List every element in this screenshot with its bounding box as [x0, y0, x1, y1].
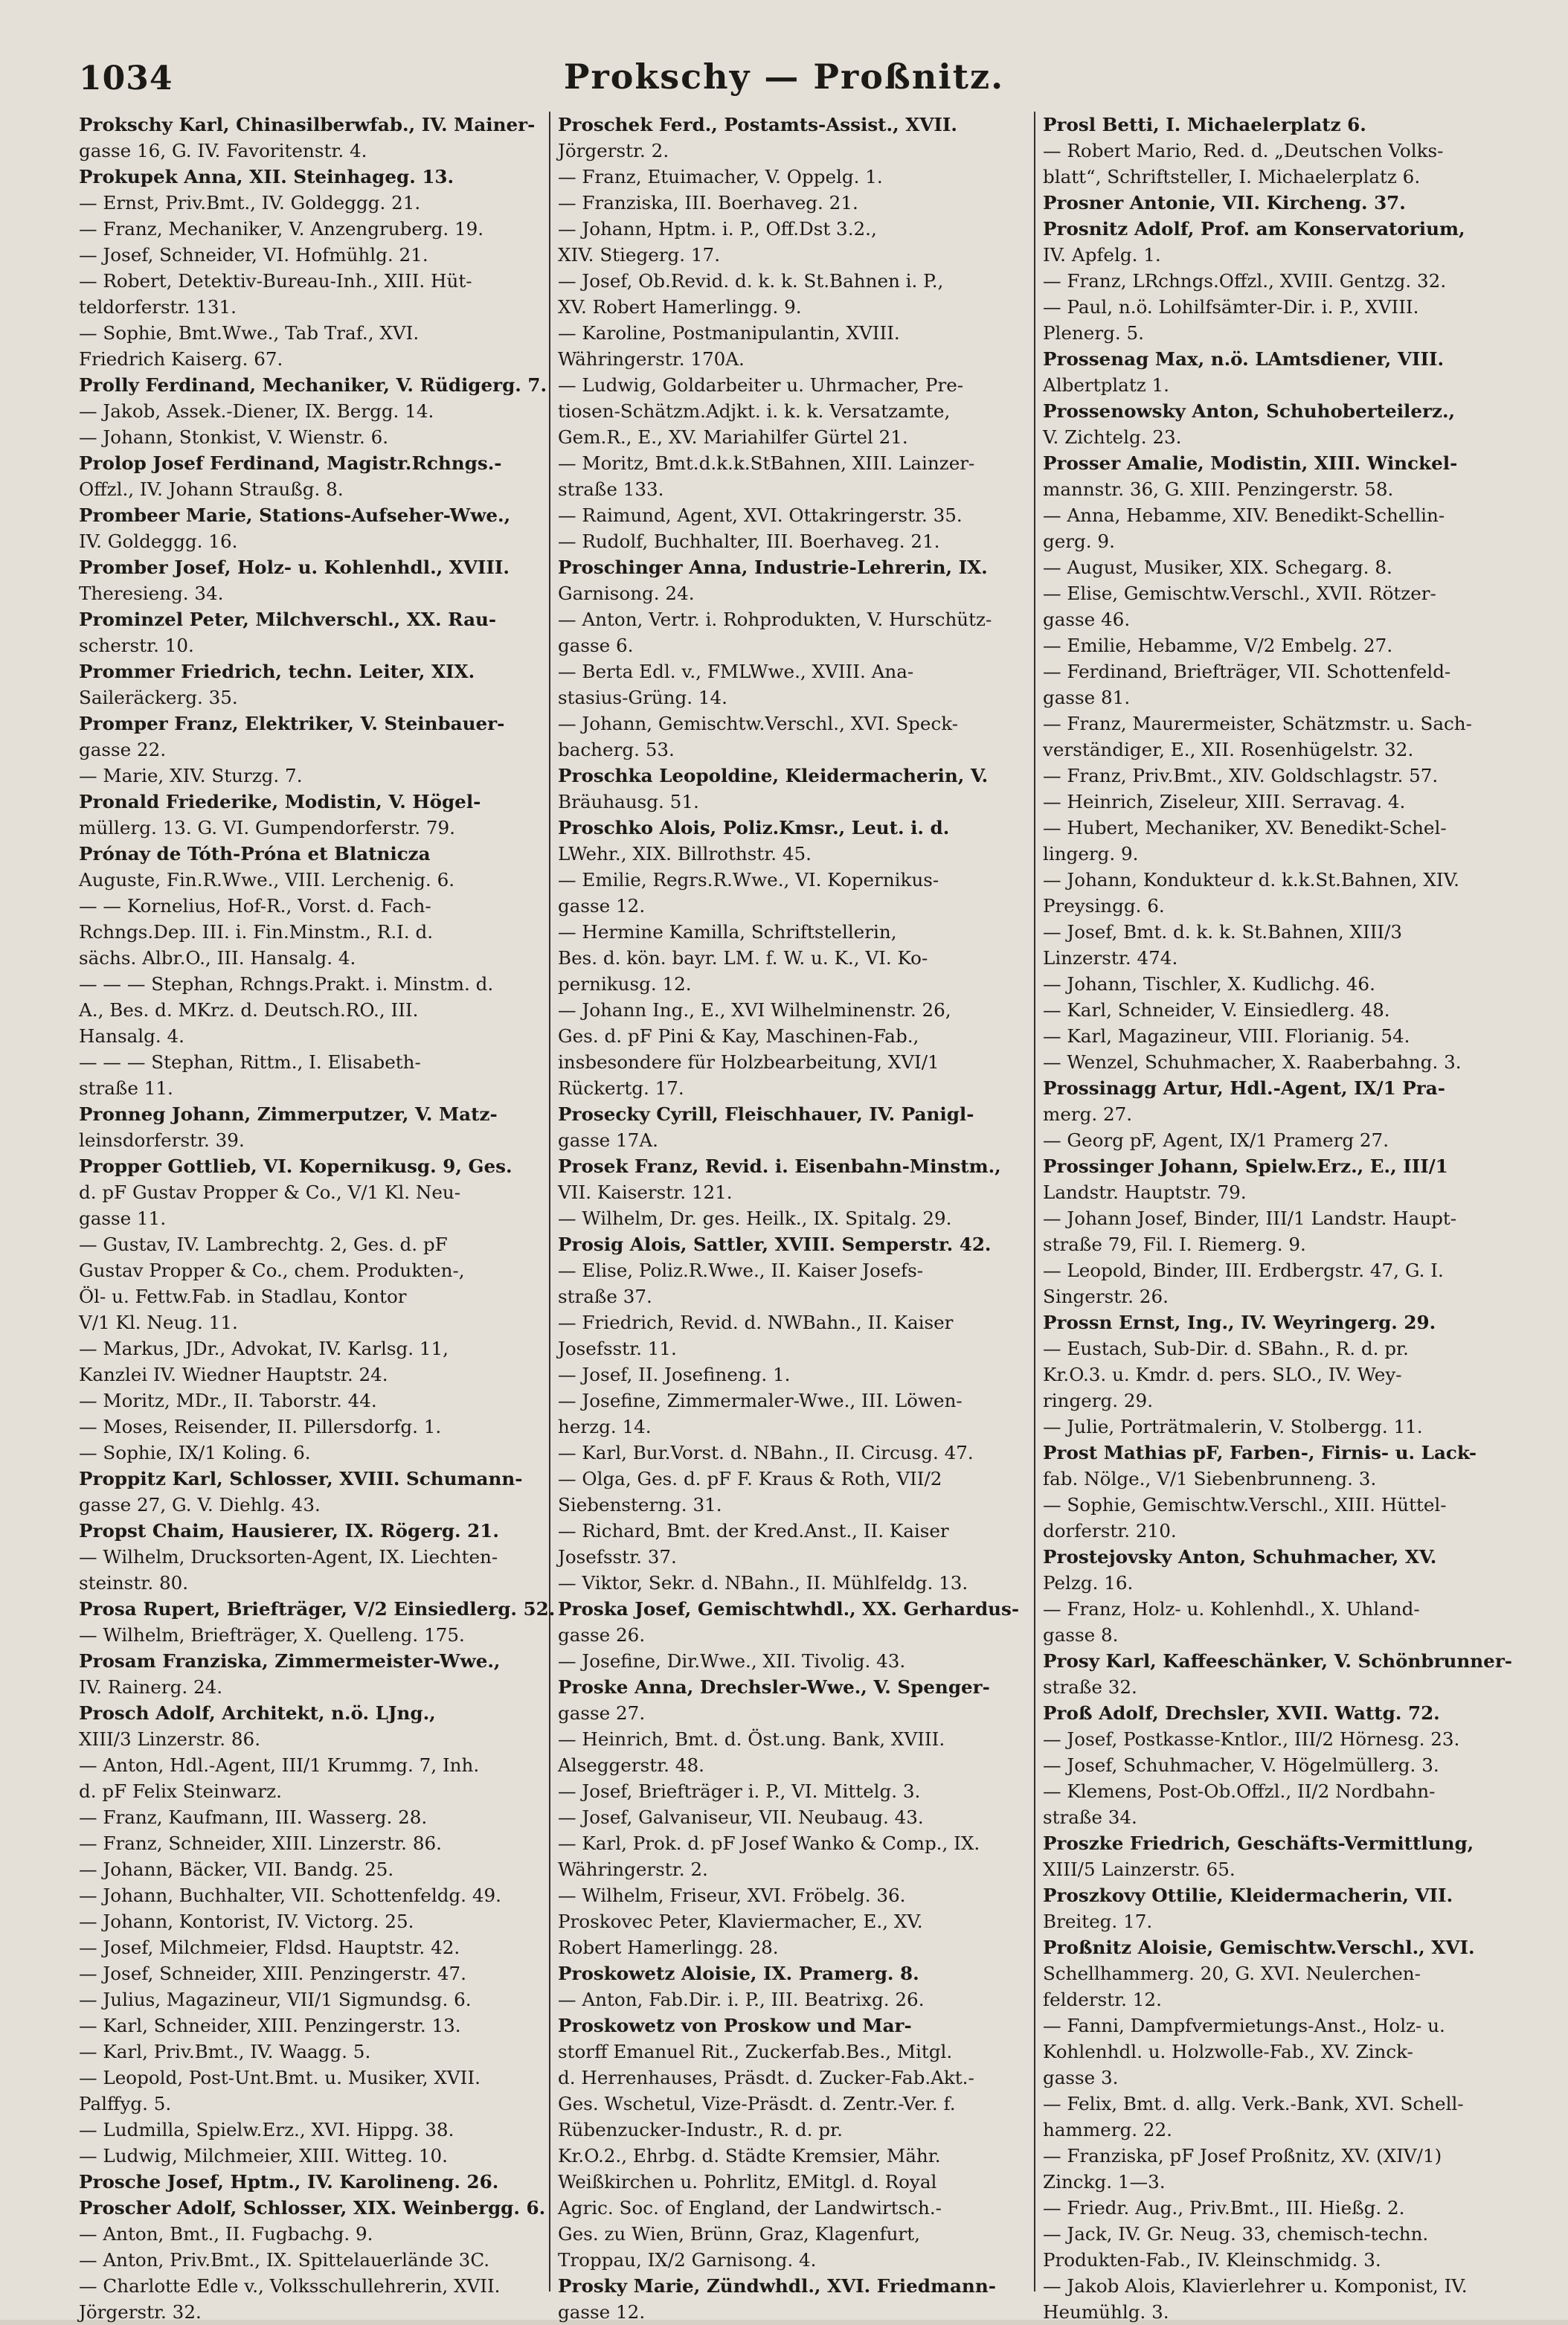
entry-line: — Heinrich, Bmt. d. Öst.ung. Bank, XVIII. — [558, 1728, 945, 1750]
entry-line: — Josef, Briefträger i. P., VI. Mittelg. 3. — [558, 1780, 921, 1802]
entry-line: Bes. d. kön. bayr. LM. f. W. u. K., VI. Ko- — [558, 947, 928, 969]
entry-line: Plenerg. 5. — [1043, 322, 1144, 344]
entry-line: — Moses, Reisender, II. Pillersdorfg. 1. — [79, 1416, 442, 1437]
entry-heading-line: Prónay de Tóth-Próna et Blatnicza — [79, 843, 431, 865]
entry-heading-line: Prossinger Johann, Spielw.Erz., E., III/1 — [1043, 1155, 1448, 1177]
entry-heading-line: Proschek Ferd., Postamts-Assist., XVII. — [558, 114, 957, 135]
entry-line: — Olga, Ges. d. pF F. Kraus & Roth, VII/2 — [558, 1468, 942, 1489]
entry-heading-line: Proszke Friedrich, Geschäfts-Vermittlung, — [1043, 1832, 1474, 1854]
entry-line: steinstr. 80. — [79, 1572, 189, 1594]
entry-heading-line: Prosser Amalie, Modistin, XIII. Winckel- — [1043, 452, 1458, 474]
entry-line: — Franziska, pF Josef Proßnitz, XV. (XIV/1) — [1043, 2145, 1442, 2167]
entry-line: LWehr., XIX. Billrothstr. 45. — [558, 843, 812, 865]
entry-heading-line: Prokschy Karl, Chinasilberwfab., IV. Mainer- — [79, 114, 536, 135]
entry-line: — Ludwig, Goldarbeiter u. Uhrmacher, Pre- — [558, 374, 964, 396]
entry-line: straße 32. — [1043, 1676, 1137, 1698]
entry-line: Agric. Soc. of England, der Landwirtsch.- — [558, 2197, 942, 2219]
entry-line: Bräuhausg. 51. — [558, 791, 699, 812]
entry-line: Kr.O.3. u. Kmdr. d. pers. SLO., IV. Wey- — [1043, 1364, 1402, 1385]
entry-line: — Ludwig, Milchmeier, XIII. Witteg. 10. — [79, 2145, 448, 2167]
entry-line: — Wilhelm, Drucksorten-Agent, IX. Liechten- — [79, 1546, 498, 1568]
entry-line: — Anton, Hdl.-Agent, III/1 Krummg. 7, Inh. — [79, 1754, 480, 1776]
entry-line: — — Kornelius, Hof-R., Vorst. d. Fach- — [79, 895, 431, 917]
entry-line: d. Herrenhauses, Präsdt. d. Zucker-Fab.Akt.- — [558, 2067, 974, 2088]
entry-line: — Josef, Postkasse-Kntlor., III/2 Hörnesg. 23. — [1043, 1728, 1460, 1750]
entry-heading-line: Propper Gottlieb, VI. Kopernikusg. 9, Ges. — [79, 1155, 513, 1177]
entry-line: — Leopold, Binder, III. Erdbergstr. 47, G. I. — [1043, 1260, 1444, 1281]
entry-line: — Robert Mario, Red. d. „Deutschen Volks- — [1043, 140, 1444, 161]
entry-line: — Josef, Schneider, XIII. Penzingerstr. 47. — [79, 1963, 466, 1984]
entry-line: straße 34. — [1043, 1806, 1137, 1828]
entry-line: — Franz, Schneider, XIII. Linzerstr. 86. — [79, 1832, 442, 1854]
entry-line: Rückertg. 17. — [558, 1077, 684, 1099]
entry-line: — Johann, Bäcker, VII. Bandg. 25. — [79, 1859, 394, 1880]
entry-heading-line: Prosch Adolf, Architekt, n.ö. LJng., — [79, 1702, 436, 1724]
entry-heading-line: Prost Mathias pF, Farben-, Firnis- u. Lack- — [1043, 1442, 1477, 1463]
entry-line: — Johann, Stonkist, V. Wienstr. 6. — [79, 426, 389, 448]
entry-heading-line: Propst Chaim, Hausierer, IX. Rögerg. 21. — [79, 1520, 499, 1542]
entry-line: — Franz, Holz- u. Kohlenhdl., X. Uhland- — [1043, 1598, 1420, 1620]
entry-line: Ges. zu Wien, Brünn, Graz, Klagenfurt, — [558, 2223, 920, 2245]
entry-heading-line: Proskowetz Aloisie, IX. Pramerg. 8. — [558, 1963, 919, 1984]
entry-line: — Franz, Mechaniker, V. Anzengruberg. 19. — [79, 218, 484, 240]
entry-line: V/1 Kl. Neug. 11. — [79, 1312, 238, 1333]
entry-line: — Karl, Schneider, XIII. Penzingerstr. 13. — [79, 2015, 461, 2036]
entry-line: müllerg. 13. G. VI. Gumpendorferstr. 79. — [79, 817, 455, 838]
entry-line: — August, Musiker, XIX. Schegarg. 8. — [1043, 557, 1392, 578]
entry-line: gasse 17A. — [558, 1129, 658, 1151]
entry-line: Schellhammerg. 20, G. XVI. Neulerchen- — [1043, 1963, 1421, 1984]
entry-line: IV. Apfelg. 1. — [1043, 244, 1161, 266]
entry-line: Friedrich Kaiserg. 67. — [79, 348, 283, 370]
column-middle — [549, 112, 1034, 2323]
entry-heading-line: Prossenowsky Anton, Schuhoberteilerz., — [1043, 400, 1456, 422]
entry-line: gasse 3. — [1043, 2067, 1119, 2088]
entry-line: — Karl, Prok. d. pF Josef Wanko & Comp., IX. — [558, 1832, 980, 1854]
entry-line: Kohlenhdl. u. Holzwolle-Fab., XV. Zinck- — [1043, 2041, 1413, 2062]
entry-line: bacherg. 53. — [558, 739, 675, 760]
entry-heading-line: Prommer Friedrich, techn. Leiter, XIX. — [79, 661, 475, 682]
entry-line: gasse 11. — [79, 1208, 167, 1229]
entry-line: Rübenzucker-Industr., R. d. pr. — [558, 2119, 843, 2140]
entry-line: — Anna, Hebamme, XIV. Benedikt-Schellin- — [1043, 504, 1445, 526]
entry-heading-line: Prossenag Max, n.ö. LAmtsdiener, VIII. — [1043, 348, 1445, 370]
entry-line: — Ferdinand, Briefträger, VII. Schottenfeld- — [1043, 661, 1451, 682]
entry-line: d. pF Felix Steinwarz. — [79, 1780, 282, 1802]
entry-line: Kanzlei IV. Wiedner Hauptstr. 24. — [79, 1364, 388, 1385]
entry-line: Palffyg. 5. — [79, 2093, 172, 2114]
entry-line: sächs. Albr.O., III. Hansalg. 4. — [79, 947, 356, 969]
entry-line: — Eustach, Sub-Dir. d. SBahn., R. d. pr. — [1043, 1338, 1409, 1359]
entry-line: — Elise, Gemischtw.Verschl., XVII. Rötzer- — [1043, 583, 1436, 604]
entry-line: — Josef, Bmt. d. k. k. St.Bahnen, XIII/3 — [1043, 921, 1403, 943]
entry-line: Ges. Wschetul, Vize-Präsdt. d. Zentr.-Ver. f. — [558, 2093, 956, 2114]
entry-line: — Franziska, III. Boerhaveg. 21. — [558, 192, 858, 214]
entry-line: — Johann Ing., E., XVI Wilhelminenstr. 26, — [558, 999, 951, 1021]
entry-line: gasse 22. — [79, 739, 167, 760]
entry-line: — — — Stephan, Rchngs.Prakt. i. Minstm. d. — [79, 973, 494, 995]
entry-heading-line: Proßnitz Aloisie, Gemischtw.Verschl., XVI. — [1043, 1937, 1475, 1958]
entry-line: — Emilie, Regrs.R.Wwe., VI. Kopernikus- — [558, 869, 939, 891]
entry-heading-line: Proske Anna, Drechsler-Wwe., V. Spenger- — [558, 1676, 990, 1698]
running-head: Prokschy — Proßnitz. — [563, 57, 1005, 97]
entry-line: Jörgerstr. 32. — [79, 2301, 202, 2323]
entry-line: — Gustav, IV. Lambrechtg. 2, Ges. d. pF — [79, 1234, 448, 1255]
entry-line: — Jakob, Assek.-Diener, IX. Bergg. 14. — [79, 400, 434, 422]
entry-heading-line: Prosl Betti, I. Michaelerplatz 6. — [1043, 114, 1366, 135]
entry-heading-line: Prosig Alois, Sattler, XVIII. Semperstr. 42. — [558, 1234, 992, 1255]
entry-heading-line: Prosa Rupert, Briefträger, V/2 Einsiedlerg. 52. — [79, 1598, 556, 1620]
entry-line: — Hermine Kamilla, Schriftstellerin, — [558, 921, 897, 943]
entry-line: — Johann, Kontorist, IV. Victorg. 25. — [79, 1911, 414, 1932]
entry-line: Landstr. Hauptstr. 79. — [1043, 1181, 1247, 1203]
entry-line: — Franz, Etuimacher, V. Oppelg. 1. — [558, 166, 883, 187]
entry-line: straße 11. — [79, 1077, 173, 1099]
entry-line: — Paul, n.ö. Lohilfsämter-Dir. i. P., XVIII. — [1043, 296, 1419, 318]
entry-line: — Heinrich, Ziseleur, XIII. Serravag. 4. — [1043, 791, 1406, 812]
entry-line: — Ludmilla, Spielw.Erz., XVI. Hippg. 38. — [79, 2119, 454, 2140]
entry-line: gasse 8. — [1043, 1624, 1119, 1646]
entry-line: Kr.O.2., Ehrbg. d. Städte Kremsier, Mähr. — [558, 2145, 941, 2167]
entry-line: Saileräckerg. 35. — [79, 687, 238, 708]
entry-line: tiosen-Schätzm.Adjkt. i. k. k. Versatzamte, — [558, 400, 951, 422]
entry-line: Josefsstr. 37. — [558, 1546, 677, 1568]
entry-heading-line: Pronald Friederike, Modistin, V. Högel- — [79, 791, 481, 812]
entry-line: VII. Kaiserstr. 121. — [558, 1181, 733, 1203]
entry-line: Auguste, Fin.R.Wwe., VIII. Lerchenig. 6. — [79, 869, 455, 891]
entry-line: insbesondere für Holzbearbeitung, XVI/1 — [558, 1051, 939, 1073]
entry-heading-line: Proschko Alois, Poliz.Kmsr., Leut. i. d. — [558, 817, 950, 838]
entry-line: — Emilie, Hebamme, V/2 Embelg. 27. — [1043, 635, 1393, 656]
entry-line: straße 37. — [558, 1286, 652, 1307]
entry-line: verständiger, E., XII. Rosenhügelstr. 32. — [1043, 739, 1414, 760]
entry-heading-line: Proska Josef, Gemischtwhdl., XX. Gerhardus- — [558, 1598, 1020, 1620]
entry-line: IV. Goldeggg. 16. — [79, 530, 238, 552]
entry-heading-line: Prosky Marie, Zündwhdl., XVI. Friedmann- — [558, 2275, 996, 2297]
entry-line: — Raimund, Agent, XVI. Ottakringerstr. 35. — [558, 504, 963, 526]
entry-line: — Johann, Buchhalter, VII. Schottenfeldg. 49. — [79, 1885, 501, 1906]
entry-line: — Klemens, Post-Ob.Offzl., II/2 Nordbahn- — [1043, 1780, 1436, 1802]
entry-line: — Julie, Porträtmalerin, V. Stolbergg. 11. — [1043, 1416, 1423, 1437]
entry-line: — Jack, IV. Gr. Neug. 33, chemisch-techn. — [1043, 2223, 1429, 2245]
entry-line: gasse 12. — [558, 2301, 646, 2323]
entry-line: ringerg. 29. — [1043, 1390, 1154, 1411]
entry-line: — Johann, Kondukteur d. k.k.St.Bahnen, XIV. — [1043, 869, 1459, 891]
entry-line: herzg. 14. — [558, 1416, 652, 1437]
entry-heading-line: Prosche Josef, Hptm., IV. Karolineng. 26. — [79, 2171, 499, 2193]
entry-line: — Friedr. Aug., Priv.Bmt., III. Hießg. 2. — [1043, 2197, 1405, 2219]
entry-line: — Anton, Priv.Bmt., IX. Spittelauerlände 3C. — [79, 2249, 490, 2271]
entry-heading-line: Proscher Adolf, Schlosser, XIX. Weinbergg. 6. — [79, 2197, 546, 2219]
entry-line: Troppau, IX/2 Garnisong. 4. — [558, 2249, 817, 2271]
entry-heading-line: Proschka Leopoldine, Kleidermacherin, V. — [558, 765, 989, 786]
entry-line: — Viktor, Sekr. d. NBahn., II. Mühlfeldg. 13. — [558, 1572, 968, 1594]
entry-heading-line: Proskowetz von Proskow und Mar- — [558, 2015, 912, 2036]
entry-line: — Anton, Fab.Dir. i. P., III. Beatrixg. 26. — [558, 1989, 925, 2010]
entry-line: — Karl, Priv.Bmt., IV. Waagg. 5. — [79, 2041, 371, 2062]
entry-line: Robert Hamerlingg. 28. — [558, 1937, 779, 1958]
entry-line: — Sophie, Bmt.Wwe., Tab Traf., XVI. — [79, 322, 420, 344]
entry-line: IV. Rainerg. 24. — [79, 1676, 223, 1698]
entry-line: — Wilhelm, Friseur, XVI. Fröbelg. 36. — [558, 1885, 906, 1906]
entry-heading-line: Prombeer Marie, Stations-Aufseher-Wwe., — [79, 504, 511, 526]
entry-line: — Marie, XIV. Sturzg. 7. — [79, 765, 303, 786]
entry-line: — Leopold, Post-Unt.Bmt. u. Musiker, XVII. — [79, 2067, 481, 2088]
entry-line: — Robert, Detektiv-Bureau-Inh., XIII. Hüt- — [79, 270, 472, 292]
entry-line: — — — Stephan, Rittm., I. Elisabeth- — [79, 1051, 421, 1073]
entry-line: Proskovec Peter, Klaviermacher, E., XV. — [558, 1911, 923, 1932]
entry-line: felderstr. 12. — [1043, 1989, 1162, 2010]
entry-line: — Wilhelm, Briefträger, X. Quelleng. 175. — [79, 1624, 465, 1646]
entry-line: Theresieng. 34. — [79, 583, 224, 604]
entry-line: Offzl., IV. Johann Straußg. 8. — [79, 478, 344, 500]
entry-line: — Josef, Schuhmacher, V. Högelmüllerg. 3. — [1043, 1754, 1439, 1776]
entry-line: straße 133. — [558, 478, 664, 500]
entry-line: — Moritz, Bmt.d.k.k.StBahnen, XIII. Lainzer- — [558, 452, 975, 474]
entry-line: — Georg pF, Agent, IX/1 Pramerg 27. — [1043, 1129, 1389, 1151]
entry-line: Siebensterng. 31. — [558, 1494, 722, 1516]
entry-line: gasse 27. — [558, 1702, 646, 1724]
entry-line: leinsdorferstr. 39. — [79, 1129, 245, 1151]
entry-line: — Josef, Milchmeier, Fldsd. Hauptstr. 42. — [79, 1937, 460, 1958]
entry-heading-line: Prokupek Anna, XII. Steinhageg. 13. — [79, 166, 454, 187]
entry-line: dorferstr. 210. — [1043, 1520, 1177, 1542]
entry-line: — Josefine, Dir.Wwe., XII. Tivolig. 43. — [558, 1650, 906, 1672]
entry-line: scherstr. 10. — [79, 635, 194, 656]
entry-line: Gustav Propper & Co., chem. Produkten-, — [79, 1260, 465, 1281]
entry-line: — Wilhelm, Dr. ges. Heilk., IX. Spitalg. 29. — [558, 1208, 952, 1229]
entry-line: merg. 27. — [1043, 1103, 1133, 1125]
entry-line: — Johann, Gemischtw.Verschl., XVI. Speck- — [558, 713, 959, 734]
entry-line: — Josef, Galvaniseur, VII. Neubaug. 43. — [558, 1806, 924, 1828]
entry-line: — Karoline, Postmanipulantin, XVIII. — [558, 322, 900, 344]
entry-line: gasse 81. — [1043, 687, 1131, 708]
entry-heading-line: Prolop Josef Ferdinand, Magistr.Rchngs.- — [79, 452, 502, 474]
entry-line: gasse 27, G. V. Diehlg. 43. — [79, 1494, 321, 1516]
column-left — [71, 112, 556, 2323]
entry-line: Produkten-Fab., IV. Kleinschmidg. 3. — [1043, 2249, 1381, 2271]
entry-heading-line: Prominzel Peter, Milchverschl., XX. Rau- — [79, 609, 497, 630]
entry-heading-line: Prosner Antonie, VII. Kircheng. 37. — [1043, 192, 1406, 214]
entry-line: — Anton, Vertr. i. Rohprodukten, V. Hurschütz- — [558, 609, 992, 630]
entry-line: straße 79, Fil. I. Riemerg. 9. — [1043, 1234, 1306, 1255]
entry-line: stasius-Grüng. 14. — [558, 687, 727, 708]
entry-line: gasse 26. — [558, 1624, 646, 1646]
entry-line: storff Emanuel Rit., Zuckerfab.Bes., Mitgl. — [558, 2041, 953, 2062]
entry-heading-line: Proppitz Karl, Schlosser, XVIII. Schumann- — [79, 1468, 523, 1489]
entry-line: gerg. 9. — [1043, 530, 1115, 552]
entry-line: — Ernst, Priv.Bmt., IV. Goldeggg. 21. — [79, 192, 421, 214]
entry-line: Ges. d. pF Pini & Kay, Maschinen-Fab., — [558, 1025, 919, 1047]
entry-line: hammerg. 22. — [1043, 2119, 1172, 2140]
entry-heading-line: Prolly Ferdinand, Mechaniker, V. Rüdigerg. 7. — [79, 374, 547, 396]
entry-line: — Josef, II. Josefineng. 1. — [558, 1364, 791, 1385]
entry-line: — Josef, Ob.Revid. d. k. k. St.Bahnen i. P., — [558, 270, 944, 292]
entry-line: — Rudolf, Buchhalter, III. Boerhaveg. 21. — [558, 530, 940, 552]
entry-line: — Franz, Kaufmann, III. Wasserg. 28. — [79, 1806, 428, 1828]
entry-line: — Fanni, Dampfvermietungs-Anst., Holz- u. — [1043, 2015, 1445, 2036]
entry-line: — Karl, Magazineur, VIII. Florianig. 54. — [1043, 1025, 1410, 1047]
entry-line: pernikusg. 12. — [558, 973, 692, 995]
entry-line: gasse 6. — [558, 635, 634, 656]
entry-heading-line: Proschinger Anna, Industrie-Lehrerin, IX. — [558, 557, 988, 578]
entry-line: XIII/5 Lainzerstr. 65. — [1043, 1859, 1236, 1880]
entry-line: A., Bes. d. MKrz. d. Deutsch.RO., III. — [79, 999, 419, 1021]
entry-line: Garnisong. 24. — [558, 583, 695, 604]
entry-line: Alseggerstr. 48. — [558, 1754, 704, 1776]
entry-line: — Elise, Poliz.R.Wwe., II. Kaiser Josefs- — [558, 1260, 924, 1281]
entry-line: — Karl, Bur.Vorst. d. NBahn., II. Circusg. 47. — [558, 1442, 974, 1463]
entry-line: Heumühlg. 3. — [1043, 2301, 1169, 2323]
column-right — [1034, 112, 1516, 2323]
entry-heading-line: Prosnitz Adolf, Prof. am Konservatorium, — [1043, 218, 1465, 240]
entry-line: Öl- u. Fettw.Fab. in Stadlau, Kontor — [79, 1286, 407, 1307]
entry-columns — [71, 112, 1516, 2323]
entry-line: XIII/3 Linzerstr. 86. — [79, 1728, 261, 1750]
entry-line: — Jakob Alois, Klavierlehrer u. Komponist, IV. — [1043, 2275, 1468, 2297]
entry-line: — Felix, Bmt. d. allg. Verk.-Bank, XVI. Schell- — [1043, 2093, 1464, 2114]
entry-line: — Anton, Bmt., II. Fugbachg. 9. — [79, 2223, 373, 2245]
entry-heading-line: Prosek Franz, Revid. i. Eisenbahn-Minstm., — [558, 1155, 1001, 1177]
entry-line: — Wenzel, Schuhmacher, X. Raaberbahng. 3. — [1043, 1051, 1462, 1073]
entry-line: gasse 46. — [1043, 609, 1131, 630]
entry-heading-line: Prossinagg Artur, Hdl.-Agent, IX/1 Pra- — [1043, 1077, 1445, 1099]
entry-line: lingerg. 9. — [1043, 843, 1139, 865]
entry-line: d. pF Gustav Propper & Co., V/1 Kl. Neu- — [79, 1181, 461, 1203]
entry-line: gasse 16, G. IV. Favoritenstr. 4. — [79, 140, 367, 161]
entry-line: — Josefine, Zimmermaler-Wwe., III. Löwen- — [558, 1390, 963, 1411]
entry-heading-line: Prossn Ernst, Ing., IV. Weyringerg. 29. — [1043, 1312, 1436, 1333]
entry-heading-line: Promber Josef, Holz- u. Kohlenhdl., XVIII. — [79, 557, 510, 578]
entry-line: teldorferstr. 131. — [79, 296, 237, 318]
entry-line: — Friedrich, Revid. d. NWBahn., II. Kaiser — [558, 1312, 954, 1333]
entry-line: Pelzg. 16. — [1043, 1572, 1134, 1594]
entry-line: — Hubert, Mechaniker, XV. Benedikt-Schel- — [1043, 817, 1447, 838]
entry-line: Währingerstr. 2. — [558, 1859, 708, 1880]
entry-line: — Karl, Schneider, V. Einsiedlerg. 48. — [1043, 999, 1390, 1021]
entry-line: Hansalg. 4. — [79, 1025, 184, 1047]
entry-heading-line: Proß Adolf, Drechsler, XVII. Wattg. 72. — [1043, 1702, 1440, 1724]
entry-line: — Johann, Hptm. i. P., Off.Dst 3.2., — [558, 218, 877, 240]
entry-line: — Markus, JDr., Advokat, IV. Karlsg. 11, — [79, 1338, 449, 1359]
entry-heading-line: Prosam Franziska, Zimmermeister-Wwe., — [79, 1650, 501, 1672]
entry-line: — Richard, Bmt. der Kred.Anst., II. Kaiser — [558, 1520, 949, 1542]
entry-line: — Johann, Tischler, X. Kudlichg. 46. — [1043, 973, 1375, 995]
entry-line: Jörgerstr. 2. — [558, 140, 669, 161]
entry-line: — Josef, Schneider, VI. Hofmühlg. 21. — [79, 244, 428, 266]
entry-line: gasse 12. — [558, 895, 646, 917]
entry-line: Rchngs.Dep. III. i. Fin.Minstm., R.I. d. — [79, 921, 434, 943]
entry-line: — Moritz, MDr., II. Taborstr. 44. — [79, 1390, 377, 1411]
entry-line: Währingerstr. 170A. — [558, 348, 745, 370]
entry-line: — Julius, Magazineur, VII/1 Sigmundsg. 6. — [79, 1989, 472, 2010]
entry-line: — Sophie, Gemischtw.Verschl., XIII. Hüttel- — [1043, 1494, 1447, 1516]
entry-line: — Franz, Maurermeister, Schätzmstr. u. Sach- — [1043, 713, 1472, 734]
entry-heading-line: Proszkovy Ottilie, Kleidermacherin, VII. — [1043, 1885, 1453, 1906]
entry-line: — Berta Edl. v., FMLWwe., XVIII. Ana- — [558, 661, 914, 682]
page-number: 1034 — [79, 60, 173, 97]
entry-heading-line: Prosy Karl, Kaffeeschänker, V. Schönbrunner- — [1043, 1650, 1512, 1672]
entry-line: Singerstr. 26. — [1043, 1286, 1169, 1307]
entry-line: — Franz, LRchngs.Offzl., XVIII. Gentzg. 32. — [1043, 270, 1447, 292]
entry-line: mannstr. 36, G. XIII. Penzingerstr. 58. — [1043, 478, 1394, 500]
entry-line: — Johann Josef, Binder, III/1 Landstr. Haupt- — [1043, 1208, 1457, 1229]
entry-line: XIV. Stiegerg. 17. — [558, 244, 721, 266]
entry-line: XV. Robert Hamerlingg. 9. — [558, 296, 802, 318]
entry-line: blatt“, Schriftsteller, I. Michaelerplatz 6. — [1043, 166, 1421, 187]
entry-line: Weißkirchen u. Pohrlitz, EMitgl. d. Royal — [558, 2171, 937, 2193]
entry-heading-line: Prostejovsky Anton, Schuhmacher, XV. — [1043, 1546, 1437, 1568]
entry-heading-line: Promper Franz, Elektriker, V. Steinbauer- — [79, 713, 505, 734]
entry-line: — Charlotte Edle v., Volksschullehrerin, XVII. — [79, 2275, 501, 2297]
entry-line: Josefsstr. 11. — [558, 1338, 677, 1359]
entry-line: Breiteg. 17. — [1043, 1911, 1153, 1932]
entry-line: V. Zichtelg. 23. — [1043, 426, 1182, 448]
entry-line: Gem.R., E., XV. Mariahilfer Gürtel 21. — [558, 426, 908, 448]
entry-line: — Franz, Priv.Bmt., XIV. Goldschlagstr. 57. — [1043, 765, 1439, 786]
entry-line: — Sophie, IX/1 Koling. 6. — [79, 1442, 311, 1463]
entry-line: fab. Nölge., V/1 Siebenbrunneng. 3. — [1043, 1468, 1377, 1489]
entry-line: Albertplatz 1. — [1043, 374, 1169, 396]
entry-line: Preysingg. 6. — [1043, 895, 1165, 917]
entry-heading-line: Pronneg Johann, Zimmerputzer, V. Matz- — [79, 1103, 498, 1125]
entry-line: Linzerstr. 474. — [1043, 947, 1178, 969]
entry-line: Zinckg. 1—3. — [1043, 2171, 1166, 2193]
entry-heading-line: Prosecky Cyrill, Fleischhauer, IV. Panigl- — [558, 1103, 974, 1125]
